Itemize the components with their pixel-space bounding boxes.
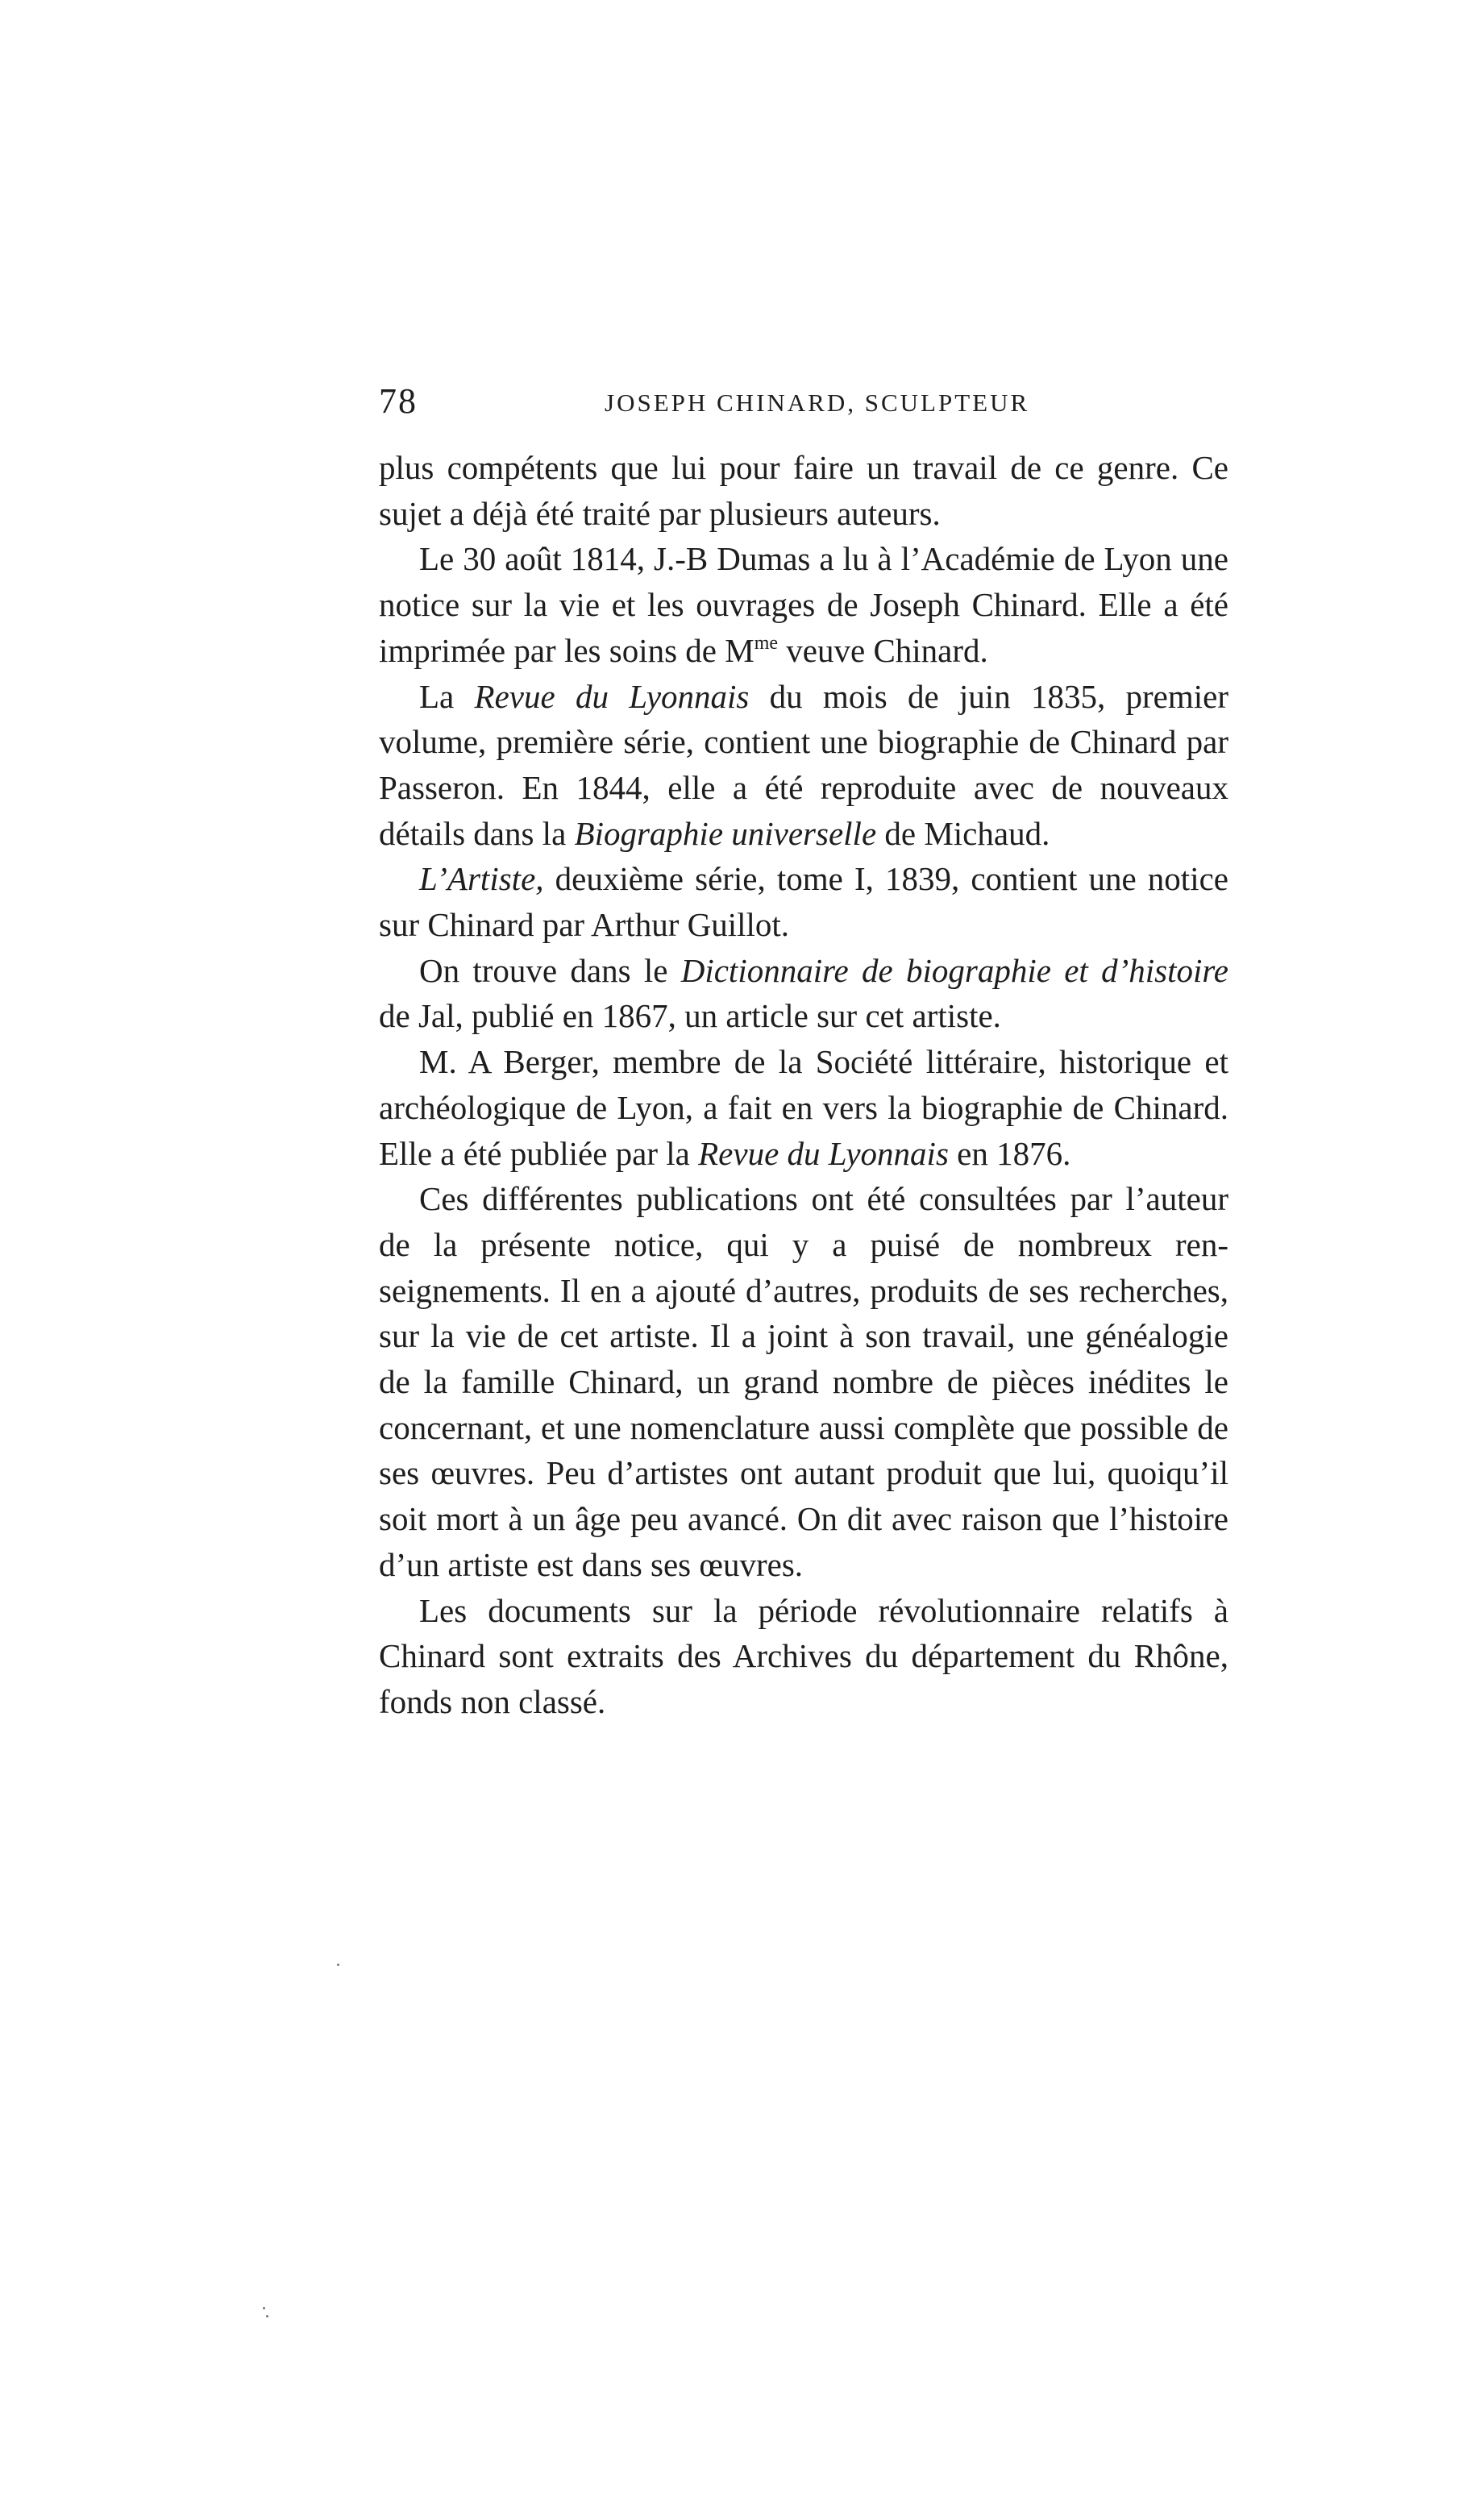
paragraph-1-text: plus compétents que lui pour faire un travail de ce genre. Ce sujet a déjà été traité par plusieurs auteurs.	[379, 449, 1228, 532]
paragraph-7-text: Ces différentes publications ont été consultées par l’auteur de la présente notice, qui y a puisé de nombreux renseignements. Il en a ajouté d’autres, produits de ses recherches, sur la vie de cet artiste. Il a joint à son travail, une généalogie de la famille Chinard, un grand nombre de pièces inédites le concernant, et une nomenclature aussi complète que possible de ses œuvres. Peu d’artistes ont autant produit que lui, quoiqu’il soit mort à un âge peu avancé. On dit avec raison que l’histoire d’un artiste est dans ses œuvres.	[379, 1180, 1228, 1583]
italic-title-biographie-universelle: Biographie universelle	[574, 814, 877, 852]
paper-speck	[266, 2315, 268, 2317]
paragraph-3-text-end: de Michaud.	[876, 814, 1050, 852]
page-number: 78	[379, 381, 418, 421]
paragraph-6-text-end: en 1876.	[948, 1134, 1071, 1172]
italic-title-revue-du-lyonnais: Revue du Lyonnais	[474, 677, 750, 715]
italic-title-revue-du-lyonnais-2: Revue du Lyonnais	[698, 1134, 949, 1172]
paragraph-6-text: M. A Berger, membre de la Société littéraire, historique et archéologique de Lyon, a fait en vers la biographie de Chinard. Elle a été publiée par la	[379, 1043, 1228, 1172]
page-header	[379, 380, 1228, 429]
paragraph-5	[379, 948, 1228, 1039]
paragraph-4-text: deuxième série, tome I, 1839, contient une notice sur Chinard par Arthur Guillot.	[379, 860, 1228, 944]
paragraph-8-text: Les documents sur la période révolutionnaire relatifs à Chinard sont extraits des Archives du département du Rhône, fonds non classé.	[379, 1591, 1228, 1720]
superscript-me: me	[754, 632, 779, 654]
paper-speck	[263, 2307, 265, 2309]
paragraph-5-text: On trouve dans le	[419, 951, 681, 989]
italic-title-dictionnaire: Dictionnaire de biographie et d’histoire	[680, 951, 1229, 989]
paragraph-3-text-mid: du mois de juin 1835, premier volume, première série, contient une biographie de Chinard par Passeron. En 1844, elle a été reproduite avec de nouveaux détails dans la	[379, 677, 1228, 852]
paragraph-2-text-end: veuve Chinard.	[778, 631, 988, 669]
paragraph-3-text: La	[419, 677, 475, 715]
paragraph-1	[379, 445, 1228, 536]
paragraph-5-text-end: de Jal, publié en 1867, un article sur cet artiste.	[379, 997, 1001, 1035]
body-text	[379, 445, 1228, 1725]
paragraph-7	[379, 1176, 1228, 1587]
italic-title-l-artiste: L’Artiste,	[419, 860, 544, 898]
paragraph-2-text: Le 30 août 1814, J.-B Dumas a lu à l’Académie de Lyon une notice sur la vie et les ouvrages de Joseph Chinard. Elle a été imprimée par les soins de M	[379, 540, 1228, 669]
paper-speck	[337, 1964, 339, 1966]
paragraph-3	[379, 674, 1228, 857]
running-title: JOSEPH CHINARD, SCULPTEUR	[605, 389, 1030, 417]
paragraph-6	[379, 1039, 1228, 1176]
paragraph-8	[379, 1588, 1228, 1725]
paragraph-4	[379, 856, 1228, 947]
paragraph-2	[379, 536, 1228, 673]
